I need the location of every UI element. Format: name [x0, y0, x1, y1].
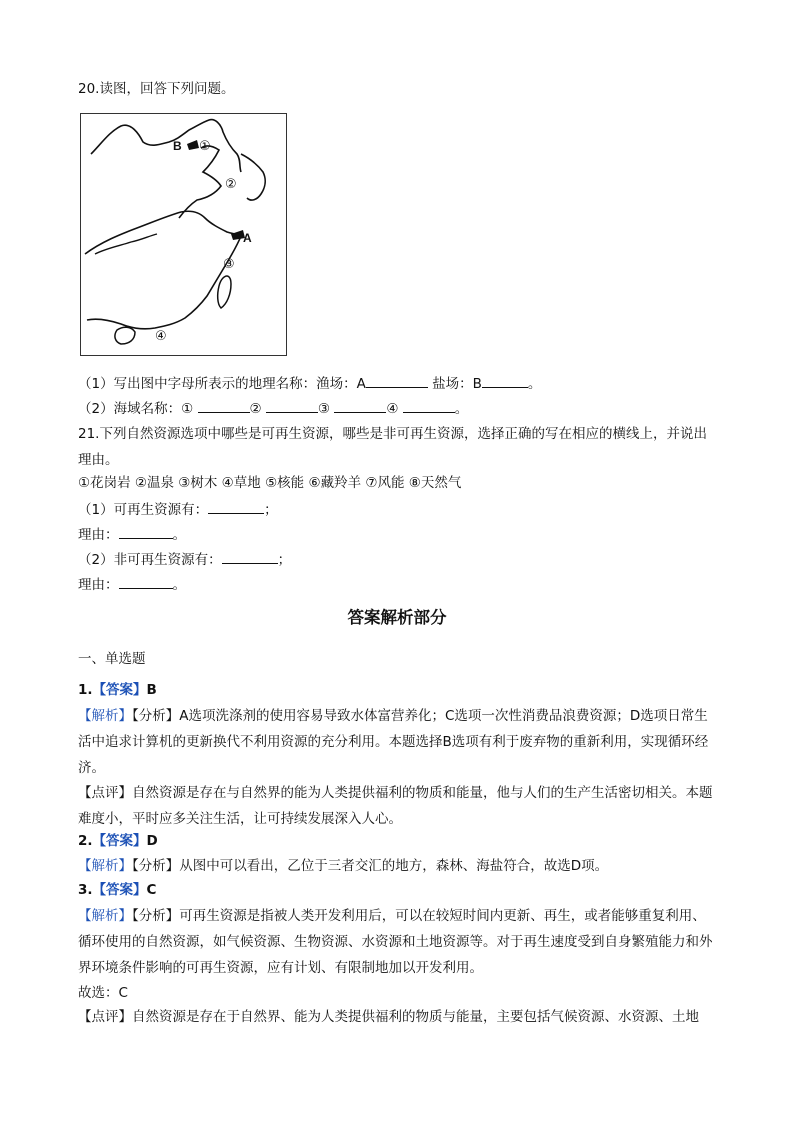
changlu-marker: [187, 140, 199, 150]
north-coastline: [91, 120, 241, 172]
korea-coast: [241, 154, 265, 200]
map-figure: [80, 113, 287, 356]
q21-sub1: （1）可再生资源有： ；: [78, 499, 278, 520]
answer-blank[interactable]: [198, 398, 250, 413]
label-a: A: [243, 231, 252, 245]
answer-blank[interactable]: [119, 524, 173, 539]
q20-sub1: （1）写出图中字母所表示的地理名称：渔场：A 盐场：B 。: [78, 373, 541, 394]
coastline-map: [81, 114, 286, 355]
answer-blank[interactable]: [366, 373, 428, 388]
answer-blank[interactable]: [266, 398, 318, 413]
answer-3-choice: 故选：C: [78, 985, 128, 1001]
bohai-coast: [179, 146, 221, 218]
q21-stem: 21.下列自然资源选项中哪些是可再生资源，哪些是非可再生资源，选择正确的写在相应的横线上，并说出理由。: [78, 426, 707, 468]
answer-3: 3.【答案】C: [78, 882, 157, 898]
sea-label-3: ③: [223, 257, 235, 272]
answer-2: 2.【答案】D: [78, 833, 158, 849]
answer-blank[interactable]: [208, 499, 264, 514]
answer-2-analysis: 【解析】【分析】从图中可以看出，乙位于三者交汇的地方，森林、海盐符合，故选D项。: [78, 858, 609, 874]
answers-heading: 答案解析部分: [347, 608, 447, 627]
q20-sub2: （2）海域名称：① ② ③ ④ 。: [78, 398, 468, 419]
answer-blank[interactable]: [334, 398, 386, 413]
answer-1: 1.【答案】B: [78, 682, 157, 698]
taiwan-island: [218, 276, 231, 308]
answer-blank[interactable]: [403, 398, 455, 413]
hainan-island: [115, 327, 135, 344]
sea-label-1: ①: [199, 139, 211, 154]
answer-blank[interactable]: [222, 549, 278, 564]
q21-reason1: 理由： 。: [78, 524, 186, 545]
label-b: B: [173, 139, 182, 153]
yangtze-line: [85, 211, 241, 254]
answer-blank[interactable]: [119, 574, 173, 589]
section-title: 一、单选题: [78, 651, 146, 667]
sea-label-2: ②: [225, 177, 237, 192]
answer-3-comment: 【点评】自然资源是存在于自然界、能为人类提供福利的物质与能量，主要包括气候资源、水资源、土地: [78, 1009, 699, 1025]
sea-label-4: ④: [155, 329, 167, 344]
q20-stem: 20.读图，回答下列问题。: [78, 81, 235, 97]
answer-1-comment: 【点评】自然资源是存在与自然界的能为人类提供福利的物质和能量，他与人们的生产生活密切相关。本题难度小，平时应多关注生活，让可持续发展深入人心。: [78, 785, 713, 827]
river-line: [95, 234, 157, 254]
answer-3-analysis: 【解析】【分析】可再生资源是指被人类开发利用后，可以在较短时间内更新、再生，或者能够重复利用、循环使用的自然资源，如气候资源、生物资源、水资源和土地资源等。对于再生速度受到自身繁殖能力和外界环境条件影响的可再生资源，应有计划、有限制地加以开发利用。: [78, 908, 713, 976]
q21-options: ①花岗岩 ②温泉 ③树木 ④草地 ⑤核能 ⑥藏羚羊 ⑦风能 ⑧天然气: [78, 475, 462, 491]
q21-reason2: 理由： 。: [78, 574, 186, 595]
answer-1-analysis: 【解析】【分析】A选项洗涤剂的使用容易导致水体富营养化；C选项一次性消费品浪费资源；D选项日常生活中追求计算机的更新换代不利用资源的充分利用。本题选择B选项有利于废弃物的重新利用，实现循环经济。: [78, 708, 709, 776]
q21-sub2: （2）非可再生资源有： ；: [78, 549, 291, 570]
southeast-coast: [87, 236, 241, 329]
answer-blank[interactable]: [482, 373, 528, 388]
